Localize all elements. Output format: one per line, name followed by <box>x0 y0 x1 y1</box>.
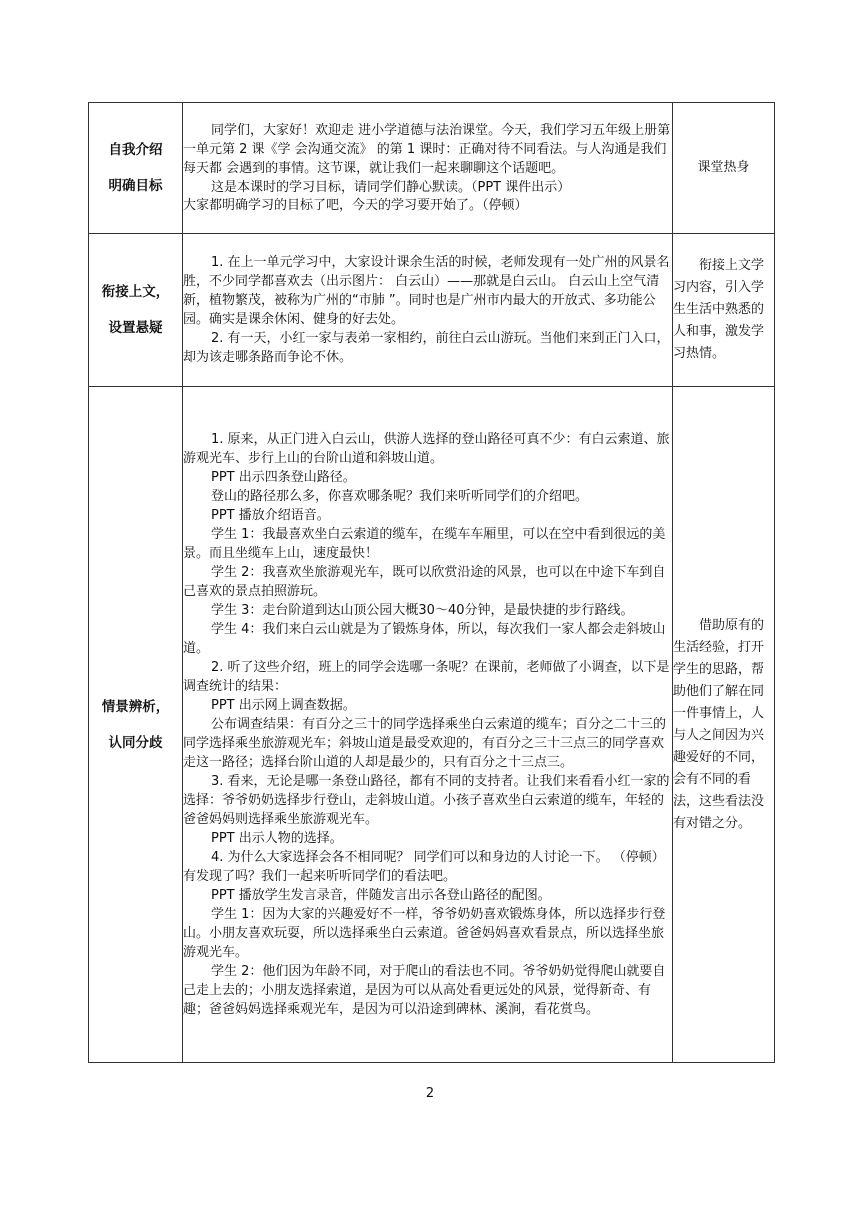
paragraph: 大家都明确学习的目标了吧，今天的学习要开始了。（停顿） <box>183 198 528 213</box>
paragraph: 2. 听了这些介绍，班上的同学会选哪一条呢？在课前，老师做了小调查，以下是调查统计的结果： <box>183 660 670 694</box>
row-content <box>183 234 673 387</box>
paragraph: PPT 出示网上调查数据。 <box>211 698 356 713</box>
table-row <box>89 103 775 234</box>
row-label-line: 自我介绍 <box>108 142 163 158</box>
paragraph: PPT 出示人物的选择。 <box>211 831 343 846</box>
row-label-line: 情景辨析， <box>101 698 170 715</box>
paragraph: 同学们，大家好！欢迎走 进小学道德与法治课堂。今天，我们学习五年级上册第一单元第 2 课《学 会沟通交流》 的第 1 课时：正确对待不同看法。与人沟通是我们每天都 会遇到的事情。这节课，就让我们一起来聊聊这个话题吧。 <box>183 123 671 176</box>
note-paragraph: 借助原有的生活经验，打开学生的思路，帮助他们了解在同一件事情上，人与人之间因为兴趣爱好的不同，会有不同的看法，这些看法没有对错之分。 <box>673 617 765 831</box>
row-note: 课堂热身 <box>673 103 775 234</box>
paragraph: 这是本课时的学习目标，请同学们静心默读。（PPT 课件出示） <box>211 180 571 195</box>
paragraph: PPT 播放介绍语音。 <box>211 508 330 523</box>
row-label-line: 认同分歧 <box>108 734 163 751</box>
row-content <box>183 103 673 234</box>
paragraph: 学生 2：他们因为年龄不同，对于爬山的看法也不同。爷爷奶奶觉得爬山就要自己走上去的；小朋友选择索道，是因为可以从高处看更远处的风景，觉得新奇、有趣；爸爸妈妈选择乘观光车，是因为可以沿途到碑林、溪涧，看花赏鸟。 <box>183 964 666 1017</box>
page-number: 2 <box>425 1086 435 1101</box>
row-content <box>183 387 673 1063</box>
row-label-line: 衔接上文， <box>101 284 170 300</box>
row-label <box>89 103 183 234</box>
paragraph: PPT 出示四条登山路径。 <box>211 470 356 485</box>
paragraph: 学生 4：我们来白云山就是为了锻炼身体，所以，每次我们一家人都会走斜坡山道。 <box>183 622 666 656</box>
paragraph: 1. 原来，从正门进入白云山，供游人选择的登山路径可真不少：有白云索道、旅游观光车、步行上山的台阶山道和斜坡山道。 <box>183 432 670 466</box>
row-label <box>89 387 183 1063</box>
table-row <box>89 387 775 1063</box>
paragraph: 学生 1：因为大家的兴趣爱好不一样，爷爷奶奶喜欢锻炼身体，所以选择步行登山。小朋友喜欢玩耍，所以选择乘坐白云索道。爸爸妈妈喜欢看景点，所以选择坐旅游观光车。 <box>183 907 666 960</box>
paragraph: 3. 看来，无论是哪一条登山路径，都有不同的支持者。让我们来看看小红一家的选择：爷爷奶奶选择步行登山，走斜坡山道。小孩子喜欢坐白云索道的缆车，年轻的爸爸妈妈则选择乘坐旅游观光车。 <box>183 774 670 827</box>
lesson-plan-page <box>88 102 774 1063</box>
paragraph: 学生 2：我喜欢坐旅游观光车，既可以欣赏沿途的风景，也可以在中途下车到自己喜欢的景点拍照游玩。 <box>183 565 666 599</box>
table-row <box>89 234 775 387</box>
row-label-line: 明确目标 <box>108 178 163 194</box>
row-note <box>673 234 775 387</box>
paragraph: 1. 在上一单元学习中，大家设计课余生活的时候，老师发现有一处广州的风景名胜，不少同学都喜欢去（出示图片： 白云山）——那就是白云山。 白云山上空气清新，植物繁茂，被称为广州的“市肺 ”。同时也是广州市内最大的开放式、多功能公园。确实是课余休闲、健身的好去处。 <box>183 255 670 327</box>
paragraph: 4. 为什么大家选择会各不相同呢？ 同学们可以和身边的人讨论一下。 （停顿）有发现了吗？我们一起来听听同学们的看法吧。 <box>183 850 665 884</box>
row-label-line: 设置悬疑 <box>108 320 163 336</box>
lesson-plan-table <box>88 102 775 1063</box>
paragraph: 学生 1：我最喜欢坐白云索道的缆车，在缆车车厢里，可以在空中看到很远的美景。而且坐缆车上山，速度最快！ <box>183 527 666 561</box>
paragraph: 登山的路径那么多，你喜欢哪条呢？我们来听听同学们的介绍吧。 <box>211 489 589 504</box>
paragraph: 2. 有一天，小红一家与表弟一家相约，前往白云山游玩。当他们来到正门入口，却为该走哪条路而争论不休。 <box>183 331 670 365</box>
paragraph: 公布调查结果：有百分之三十的同学选择乘坐白云索道的缆车；百分之二十三的同学选择乘坐旅游观光车；斜坡山道是最受欢迎的，有百分之三十三点三的同学喜欢走这一路径；选择台阶山道的人却是最少的，只有百分之十三点三。 <box>183 717 667 770</box>
paragraph: 学生 3：走台阶道到达山顶公园大概30～40分钟，是最快捷的步行路线。 <box>211 603 634 618</box>
row-label <box>89 234 183 387</box>
paragraph: PPT 播放学生发言录音，伴随发言出示各登山路径的配图。 <box>211 888 551 903</box>
row-note <box>673 387 775 1063</box>
note-paragraph: 衔接上文学习内容，引入学生生活中熟悉的人和事，激发学习热情。 <box>673 258 765 361</box>
